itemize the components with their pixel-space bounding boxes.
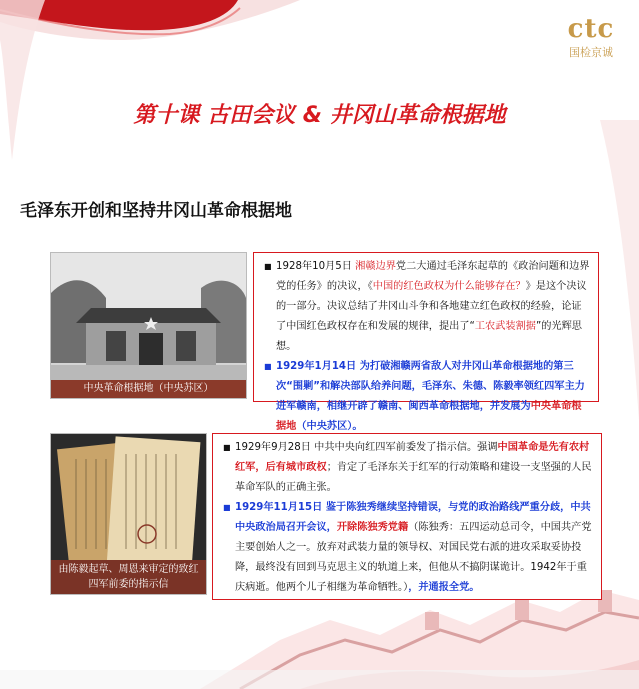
box2-p2-highlight: 开除陈独秀党籍	[336, 522, 409, 533]
box1-p1-date: 1928年10月5日	[276, 261, 356, 272]
text-box-1	[253, 252, 599, 432]
box2-p1-date: 1929年9月28日 中共中央向红四军前委发了指示信。强调	[235, 442, 498, 453]
photo1-caption: 中央革命根据地（中央苏区）	[51, 380, 246, 398]
base-building-photo	[50, 252, 247, 399]
box2-p2-text1: 1929年11月15日 鉴于陈独秀继续坚持错误，与党的政治路线严重分歧，中共中央政治局召开会议，	[235, 502, 591, 533]
box1-p1-place: 湘赣边界	[355, 261, 396, 272]
logo-name: 国检京诚	[569, 46, 613, 59]
box1-p1-slogan: 工农武装割据	[474, 321, 536, 332]
lesson-title: 第十课 古田会议 & 井冈山革命根据地	[133, 103, 506, 128]
instruction-letter-photo	[50, 433, 207, 595]
box2-paragraph-2	[223, 498, 593, 598]
text-box-2	[212, 433, 602, 600]
brand-logo	[556, 14, 626, 66]
photo2-caption-line2: 四军前委的指示信	[88, 579, 169, 590]
box1-p1-text3: ”的光辉思想。	[276, 321, 582, 352]
photo2-caption	[51, 560, 206, 594]
photo2-caption-line1: 由陈毅起草、周恩来审定的致红	[58, 564, 199, 575]
box2-p2-end: ，并通报全党。	[408, 582, 480, 593]
section-subtitle: 毛泽东开创和坚持井冈山革命根据地	[20, 201, 292, 221]
box1-paragraph-2	[264, 357, 590, 437]
box1-p1-text1: 党二大通过毛泽东起草的《政治问题和边界党的任务》的决议，《	[276, 261, 590, 292]
box1-p2-text: 1929年1月14日 为打破湘赣两省敌人对井冈山革命根据地的第三次“围剿”和解决部队给养问题，毛泽东、朱德、陈毅率领红四军主力进军赣南，相继开辟了赣南、闽西革命根据地，并发展为	[276, 361, 585, 412]
building-photo-image	[51, 253, 246, 398]
box2-p2-text2: （陈独秀：五四运动总司令，中国共产党主要创始人之一。放弃对武装力量的领导权、对国民党右派的进攻采取妥协投降，最终没有回到马克思主义的轨道上来，但他从不搞阴谋诡计。1942年于重庆病逝。他两个儿子相继为革命牺牲。）	[235, 522, 592, 593]
logo-mark: ctc	[567, 14, 615, 44]
box1-paragraph-1	[264, 257, 590, 357]
box2-paragraph-1	[223, 438, 593, 498]
box2-p1-rest: ；肯定了毛泽东关于红军的行动策略和建设一支坚强的人民革命军队的正确主张。	[235, 462, 592, 493]
box1-p2-highlight: 中央革命根据地	[276, 401, 582, 432]
box1-p2-end: （中央苏区）。	[296, 421, 363, 432]
box2-p1-highlight: 中国革命是先有农村红军，后有城市政权	[235, 442, 590, 473]
box1-p1-question: 中国的红色政权为什么能够存在？	[372, 281, 526, 292]
box1-p1-text2: 》是这个决议的一部分。决议总结了井冈山斗争和各地建立红色政权的经验，论证了中国红色政权存在和发展的规律，提出了“	[276, 281, 587, 332]
